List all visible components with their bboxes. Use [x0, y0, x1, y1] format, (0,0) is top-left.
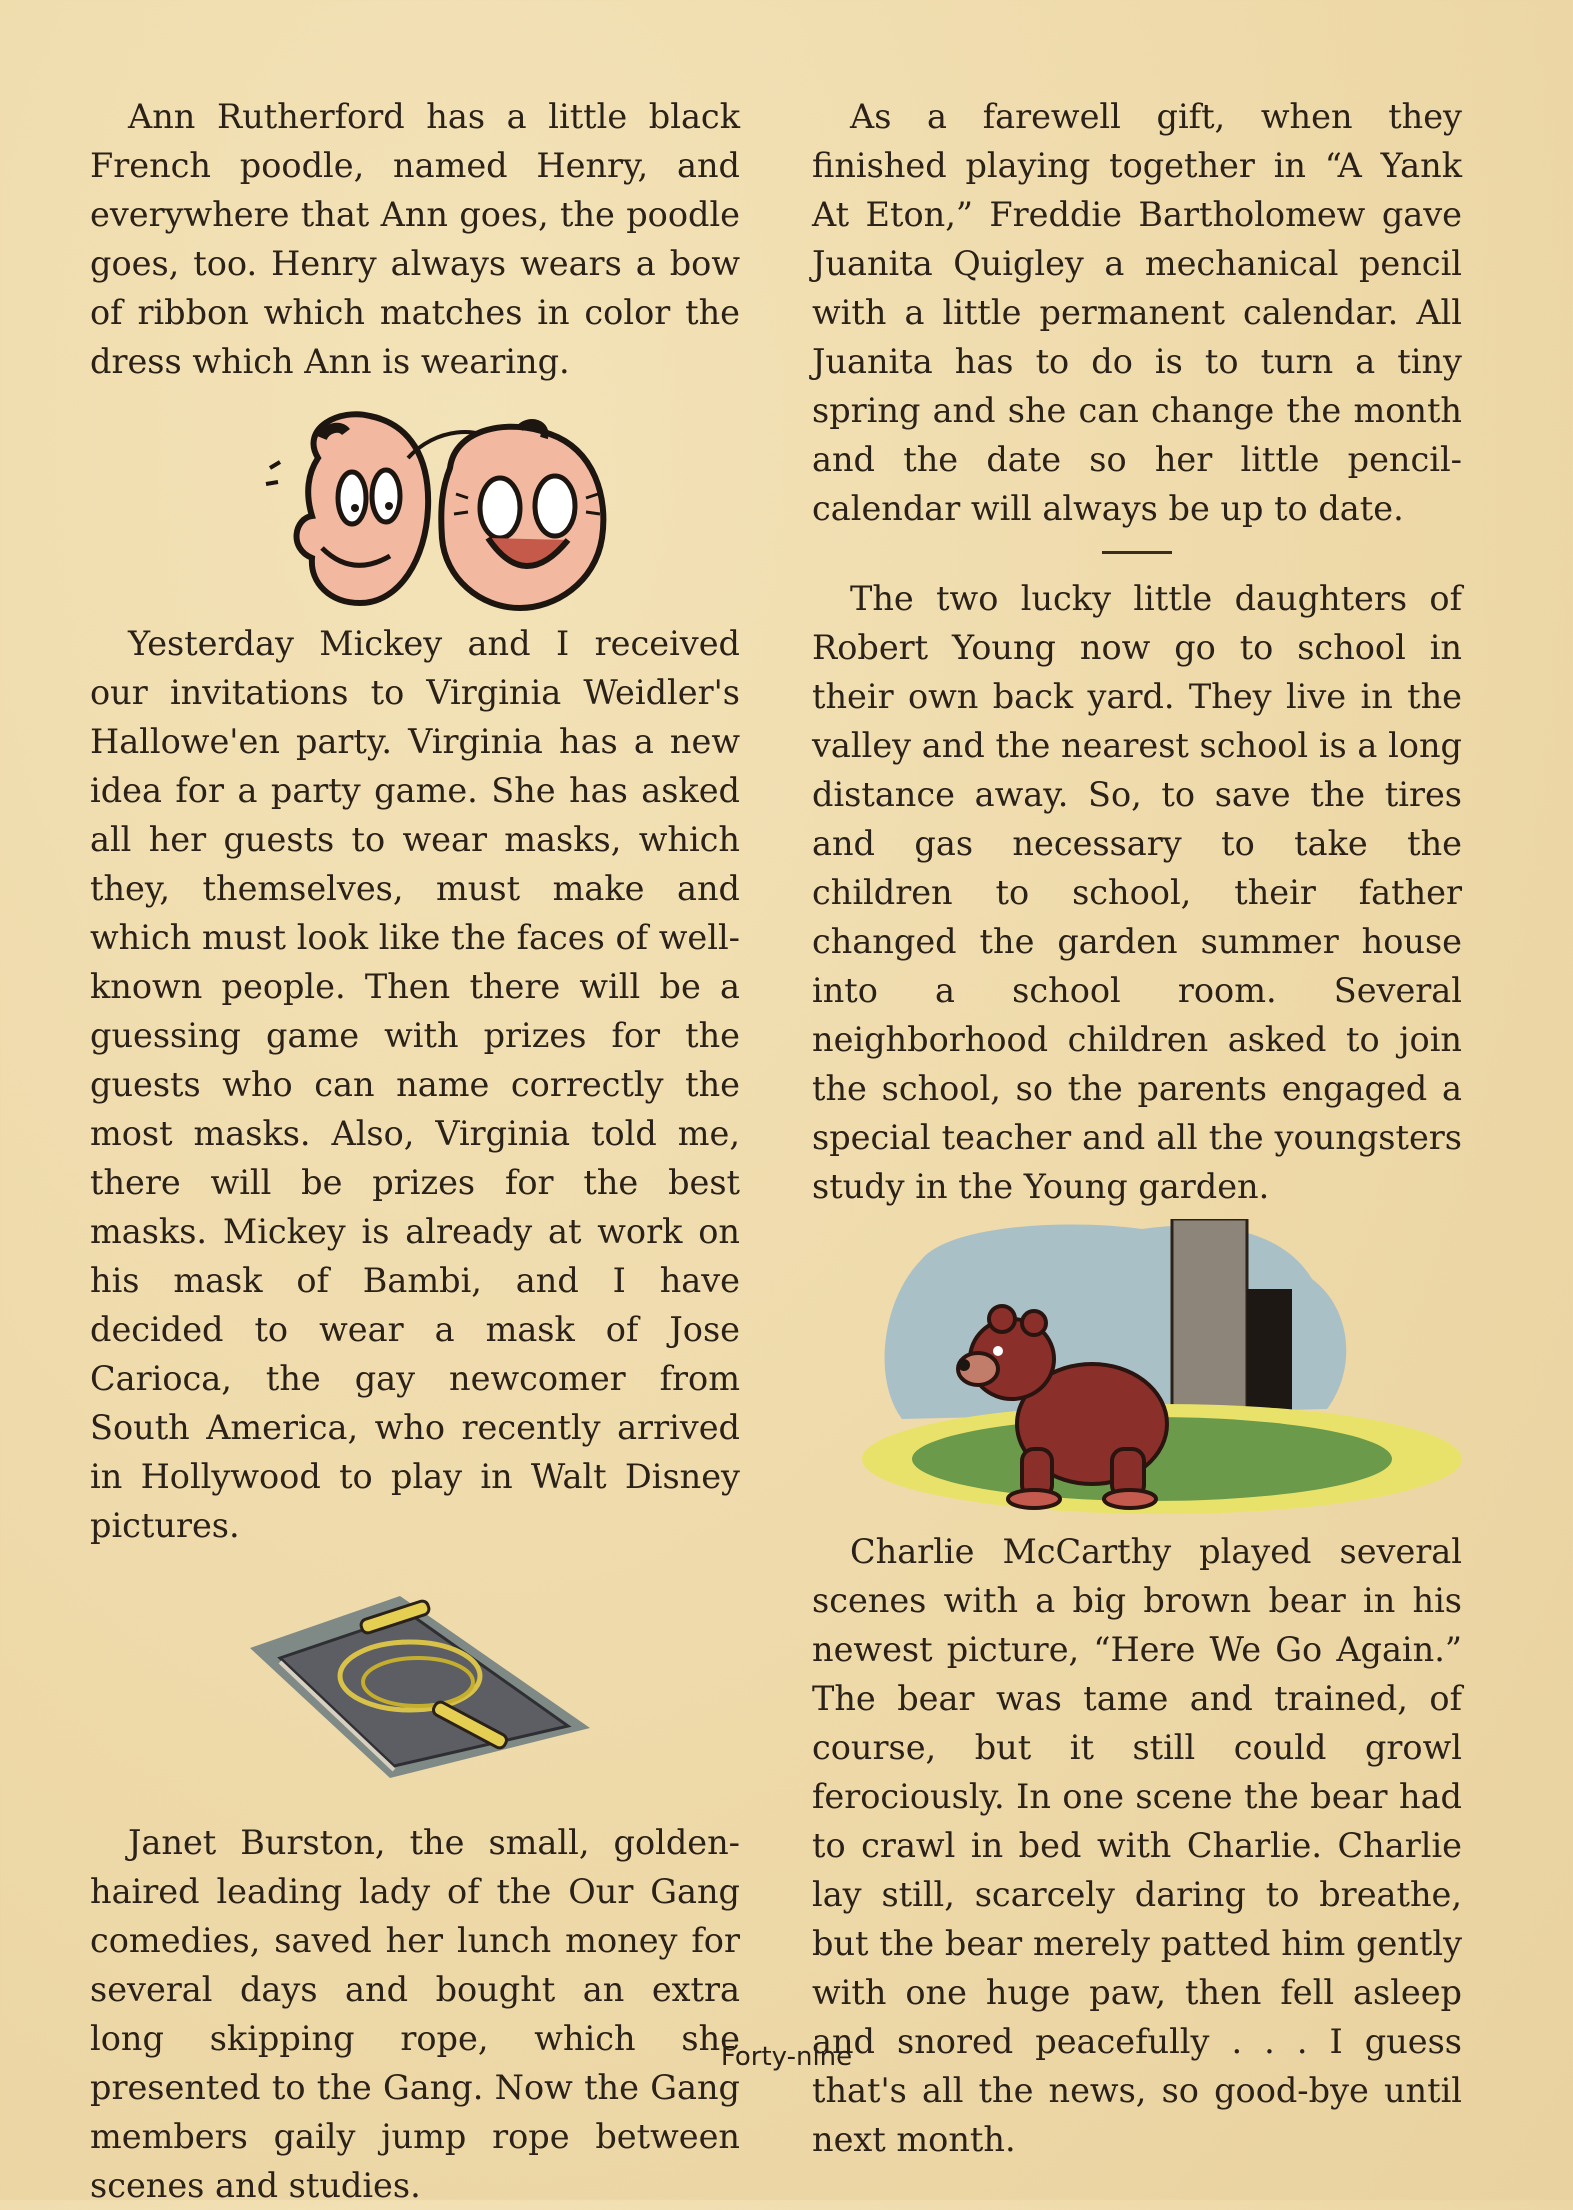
article-hallowen-party: Yesterday Mickey and I received our invitations to Virginia Weidler's Hallowe'en party. Virginia has a new idea for a party game. She has asked all her guests to wear masks, which they, themselves, must make and which must look like the faces of well-known people. Then there will be a guessing game with prizes for the guests who can name correctly the most masks. Also, Virginia told me, there will be prizes for the best masks. Mickey is already at work on his mask of Bambi, and I have decided to wear a mask of Jose Carioca, the gay newcomer from South America, who recently arrived in Hollywood to play in Walt Disney pictures. [90, 624, 740, 1545]
jump-rope-icon [90, 1578, 740, 1778]
bear-illustration [812, 1219, 1462, 1519]
article-farewell-gift: As a farewell gift, when they finished playing together in “A Yank At Eton,” Freddie Bartholomew gave Juanita Quigley a mechanical pencil with a little permanent calendar. All Juanita has to do is to turn a tiny spring and she can change the month and the date so her little pencil-calendar will always be up to date. [812, 97, 1462, 528]
bear-icon [812, 1219, 1462, 1519]
article-ann-rutherford: Ann Rutherford has a little black French poodle, named Henry, and everywhere that Ann goes, the poodle goes, too. Henry always wears a bow of ribbon which matches in color the dress which Ann is wearing. [90, 97, 740, 381]
article-janet-burston: Janet Burston, the small, golden-haired leading lady of the Our Gang comedies, saved her lunch money for several days and bought an extra long skipping rope, which she presented to the Gang. Now the Gang members gaily jump rope between scenes and studies. [90, 1823, 740, 2205]
jump-rope-illustration [90, 1578, 740, 1778]
mask-faces-illustration [90, 398, 740, 613]
article-charlie-mccarthy: Charlie McCarthy played several scenes with a big brown bear in his newest picture, “Here We Go Again.” The bear was tame and trained, of course, but it still could growl ferociously. In one scene the bear had to crawl in bed with Charlie. Charlie lay still, scarcely daring to breathe, but the bear merely patted him gently with one huge paw, then fell asleep and snored peacefully . . . I guess that's all the news, so good-bye until next month. [812, 1532, 1462, 2159]
section-divider [1102, 551, 1172, 554]
left-column [90, 92, 740, 2210]
page-number: Forty-nine [720, 2042, 853, 2072]
mask-faces-icon [90, 398, 740, 613]
right-column [812, 92, 1462, 2164]
article-robert-young: The two lucky little daughters of Robert Young now go to school in their own back yard. They live in the valley and the nearest school is a long distance away. So, to save the tires and gas necessary to take the children to school, their father changed the garden summer house into a school room. Several neighborhood children asked to join the school, so the parents engaged a special teacher and all the youngsters study in the Young garden. [812, 579, 1462, 1206]
